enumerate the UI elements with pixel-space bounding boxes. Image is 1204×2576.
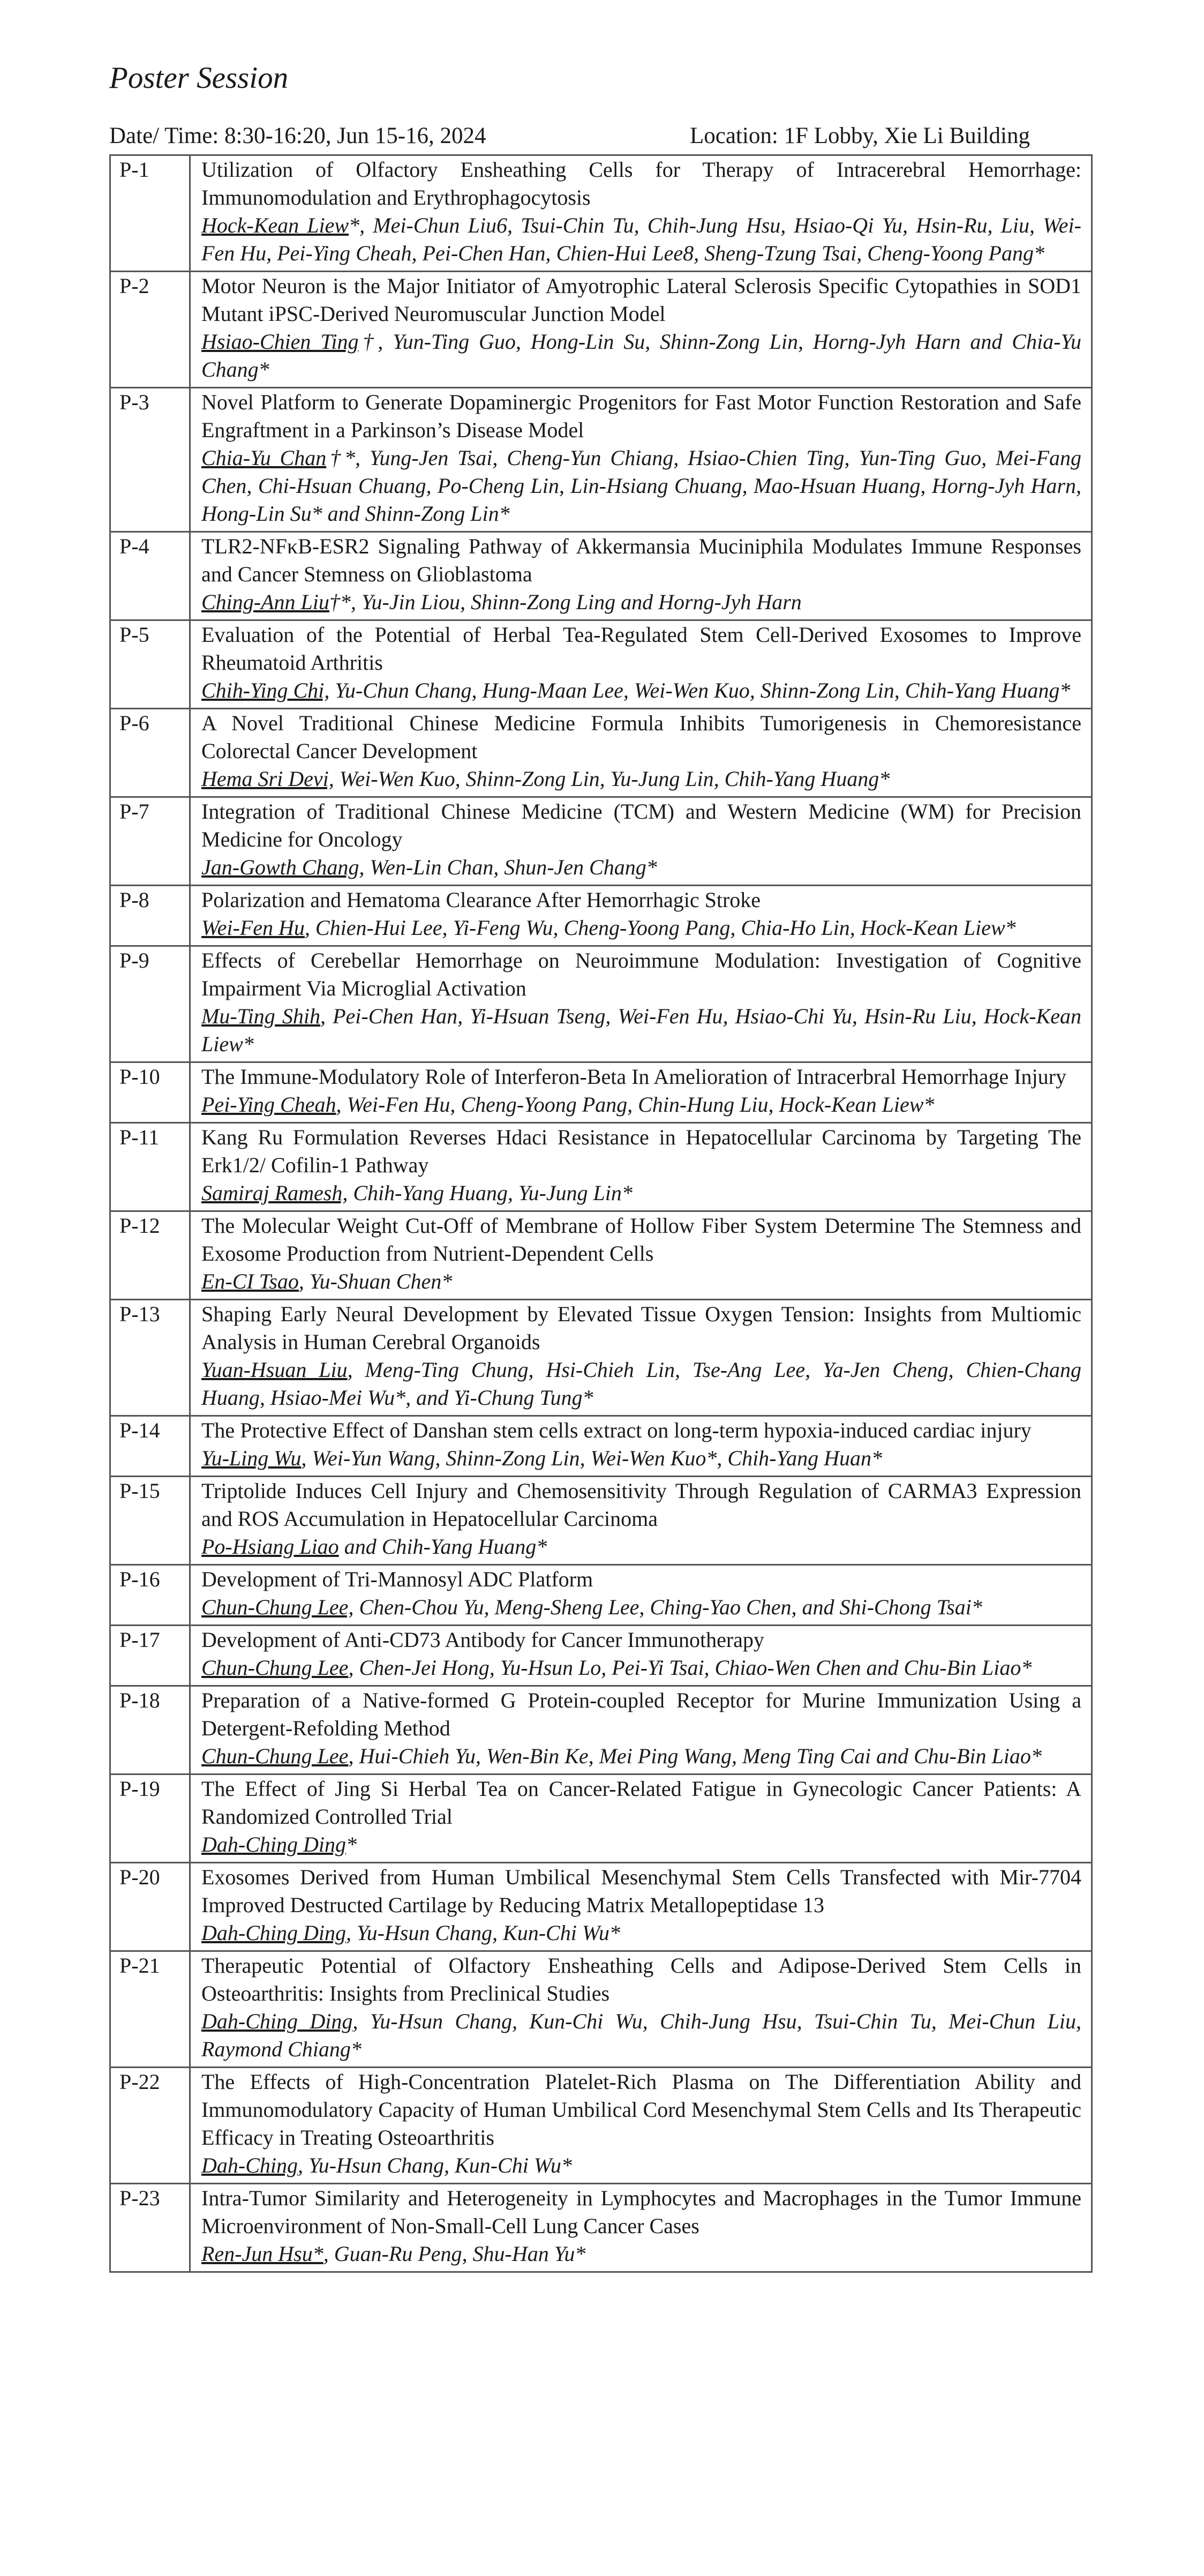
poster-title: Development of Tri-Mannosyl ADC Platform: [201, 1567, 593, 1591]
poster-id: P-12: [110, 1211, 190, 1300]
poster-table-body: [110, 155, 1092, 2272]
poster-content: [190, 1300, 1092, 1416]
poster-presenter: Yu-Ling Wu: [201, 1446, 302, 1470]
poster-content: [190, 272, 1092, 388]
poster-coauthors: , Yu-Shuan Chen*: [298, 1269, 453, 1293]
poster-row: [110, 1565, 1092, 1626]
poster-row: [110, 1686, 1092, 1774]
poster-row: [110, 1626, 1092, 1686]
poster-row: [110, 1477, 1092, 1565]
poster-coauthors: , Meng-Ting Chung, Hsi-Chieh Lin, Tse-Ang Lee, Ya-Jen Cheng, Chien-Chang Huang, Hsiao-Mei Wu*, and Yi-Chung Tung*: [201, 1358, 1081, 1410]
poster-content: [190, 1477, 1092, 1565]
poster-content: [190, 2068, 1092, 2184]
poster-presenter: En-CI Tsao: [201, 1269, 299, 1293]
poster-content: [190, 1626, 1092, 1686]
poster-content: [190, 532, 1092, 620]
poster-id: P-19: [110, 1774, 190, 1863]
poster-id: P-23: [110, 2184, 190, 2272]
poster-title: The Effect of Jing Si Herbal Tea on Cancer-Related Fatigue in Gynecologic Cancer Patients: A Randomized Controlled Trial: [201, 1777, 1081, 1829]
poster-coauthors: , Yu-Hsun Chang, Kun-Chi Wu*: [298, 2153, 572, 2177]
poster-title: Utilization of Olfactory Ensheathing Cells for Therapy of Intracerebral Hemorrhage: Immunomodulation and Erythrophagocytosis: [201, 158, 1081, 209]
poster-table: [109, 154, 1093, 2273]
poster-authors: [201, 1919, 1081, 1947]
poster-authors: [201, 677, 1081, 705]
poster-coauthors: Chen-Chou Yu, Meng-Sheng Lee, Ching-Yao Chen, and Shi-Chong Tsai*: [353, 1595, 982, 1619]
poster-title: The Protective Effect of Danshan stem cells extract on long-term hypoxia-induced cardiac injury: [201, 1418, 1032, 1442]
poster-coauthors: *: [346, 1832, 357, 1856]
poster-presenter: Jan-Gowth Chang,: [201, 855, 365, 879]
poster-row: [110, 1416, 1092, 1477]
poster-authors: [201, 2240, 1081, 2268]
poster-content: [190, 1211, 1092, 1300]
poster-id: P-7: [110, 797, 190, 886]
poster-id: P-18: [110, 1686, 190, 1774]
poster-presenter: Ching-Ann Liu: [201, 590, 329, 614]
poster-id: P-3: [110, 388, 190, 532]
poster-id: P-17: [110, 1626, 190, 1686]
poster-presenter: Hema Sri Devi,: [201, 767, 334, 791]
poster-id: P-5: [110, 620, 190, 709]
poster-id: P-20: [110, 1863, 190, 1951]
poster-title: Triptolide Induces Cell Injury and Chemosensitivity Through Regulation of CARMA3 Expression and ROS Accumulation in Hepatocellular Carcinoma: [201, 1479, 1081, 1531]
poster-presenter: Pei-Ying Cheah: [201, 1092, 336, 1117]
poster-authors: [201, 765, 1081, 793]
poster-coauthors: Wei-Wen Kuo, Shinn-Zong Lin, Yu-Jung Lin, Chih-Yang Huang*: [334, 767, 890, 791]
poster-id: P-15: [110, 1477, 190, 1565]
poster-presenter: Hock-Kean Liew: [201, 213, 349, 237]
poster-coauthors: †, Yun-Ting Guo, Hong-Lin Su, Shinn-Zong Lin, Horng-Jyh Harn and Chia-Yu Chang*: [201, 330, 1081, 381]
poster-row: [110, 1774, 1092, 1863]
poster-row: [110, 620, 1092, 709]
poster-content: [190, 1774, 1092, 1863]
poster-title: Effects of Cerebellar Hemorrhage on Neuroimmune Modulation: Investigation of Cognitive Impairment Via Microglial Activation: [201, 948, 1081, 1000]
poster-presenter: Wei-Fen Hu: [201, 916, 305, 940]
poster-title: Preparation of a Native-formed G Protein-coupled Receptor for Murine Immunization Using a Detergent-Refolding Method: [201, 1688, 1081, 1740]
poster-presenter: Chih-Ying Chi,: [201, 678, 330, 702]
poster-presenter: Dah-Ching Ding: [201, 1921, 346, 1945]
session-title: Poster Session: [109, 61, 289, 95]
poster-title: A Novel Traditional Chinese Medicine Formula Inhibits Tumorigenesis in Chemoresistance Colorectal Cancer Development: [201, 711, 1081, 763]
poster-presenter: Chun-Chung Lee: [201, 1656, 349, 1680]
poster-title: Kang Ru Formulation Reverses Hdaci Resistance in Hepatocellular Carcinoma by Targeting The Erk1/2/ Cofilin-1 Pathway: [201, 1125, 1081, 1177]
poster-authors: [201, 1533, 1081, 1561]
poster-coauthors: , Hui-Chieh Yu, Wen-Bin Ke, Mei Ping Wang, Meng Ting Cai and Chu-Bin Liao*: [348, 1744, 1042, 1768]
poster-id: P-2: [110, 272, 190, 388]
poster-authors: [201, 444, 1081, 528]
poster-id: P-14: [110, 1416, 190, 1477]
poster-content: [190, 1565, 1092, 1626]
poster-authors: [201, 914, 1081, 942]
poster-id: P-4: [110, 532, 190, 620]
poster-id: P-21: [110, 1951, 190, 2068]
poster-coauthors: , Yu-Hsun Chang, Kun-Chi Wu*: [346, 1921, 620, 1945]
poster-row: [110, 886, 1092, 946]
poster-authors: [201, 2152, 1081, 2180]
poster-coauthors: Yu-Chun Chang, Hung-Maan Lee, Wei-Wen Kuo, Shinn-Zong Lin, Chih-Yang Huang*: [329, 678, 1071, 702]
poster-coauthors: , Chien-Hui Lee, Yi-Feng Wu, Cheng-Yoong Pang, Chia-Ho Lin, Hock-Kean Liew*: [304, 916, 1016, 940]
poster-id: P-11: [110, 1123, 190, 1211]
poster-authors: [201, 1593, 1081, 1621]
poster-coauthors: , Wei-Yun Wang, Shinn-Zong Lin, Wei-Wen Kuo*, Chih-Yang Huan*: [301, 1446, 882, 1470]
poster-content: [190, 1416, 1092, 1477]
poster-title: Novel Platform to Generate Dopaminergic Progenitors for Fast Motor Function Restoration and Safe Engraftment in a Parkinson’s Disease Model: [201, 390, 1081, 442]
poster-authors: [201, 1742, 1081, 1770]
poster-authors: [201, 853, 1081, 881]
poster-title: The Effects of High-Concentration Platelet-Rich Plasma on The Differentiation Ability and Immunomodulatory Capacity of Human Umbilical Cord Mesenchymal Stem Cells and Its Therapeutic Efficacy in Treating Osteoarthritis: [201, 2070, 1081, 2150]
session-info: [109, 122, 1052, 150]
poster-title: Intra-Tumor Similarity and Heterogeneity in Lymphocytes and Macrophages in the Tumor Immune Microenvironment of Non-Small-Cell Lung Cancer Cases: [201, 2186, 1081, 2238]
poster-id: P-22: [110, 2068, 190, 2184]
poster-presenter: Mu-Ting Shih: [201, 1004, 320, 1028]
poster-content: [190, 2184, 1092, 2272]
poster-coauthors: *, Mei-Chun Liu6, Tsui-Chin Tu, Chih-Jung Hsu, Hsiao-Qi Yu, Hsin-Ru, Liu, Wei-Fen Hu, Pei-Ying Cheah, Pei-Chen Han, Chien-Hui Lee8, Sheng-Tzung Tsai, Cheng-Yoong Pang*: [201, 213, 1081, 265]
poster-row: [110, 797, 1092, 886]
session-datetime: Date/ Time: 8:30-16:20, Jun 15-16, 2024: [109, 123, 486, 148]
poster-presenter: Chia-Yu Chan: [201, 446, 327, 470]
poster-row: [110, 388, 1092, 532]
poster-presenter: Chun-Chung Lee,: [201, 1595, 354, 1619]
poster-id: P-13: [110, 1300, 190, 1416]
poster-content: [190, 1123, 1092, 1211]
poster-row: [110, 1951, 1092, 2068]
poster-authors: [201, 1179, 1081, 1207]
poster-authors: [201, 328, 1081, 384]
poster-row: [110, 1300, 1092, 1416]
poster-row: [110, 1863, 1092, 1951]
poster-row: [110, 272, 1092, 388]
poster-coauthors: †*, Yung-Jen Tsai, Cheng-Yun Chiang, Hsiao-Chien Ting, Yun-Ting Guo, Mei-Fang Chen, Chi-Hsuan Chuang, Po-Cheng Lin, Lin-Hsiang Chuang, Mao-Hsuan Huang, Horng-Jyh Harn, Hong-Lin Su* and Shinn-Zong Lin*: [201, 446, 1081, 526]
poster-coauthors: , Pei-Chen Han, Yi-Hsuan Tseng, Wei-Fen Hu, Hsiao-Chi Yu, Hsin-Ru Liu, Hock-Kean Liew*: [201, 1004, 1081, 1056]
poster-authors: [201, 1444, 1081, 1472]
poster-content: [190, 1686, 1092, 1774]
poster-coauthors: and Chih-Yang Huang*: [338, 1534, 547, 1559]
poster-id: P-8: [110, 886, 190, 946]
session-location: Location: 1F Lobby, Xie Li Building: [690, 123, 1030, 148]
poster-row: [110, 532, 1092, 620]
poster-content: [190, 709, 1092, 797]
poster-authors: [201, 1654, 1081, 1682]
poster-title: The Immune-Modulatory Role of Interferon-Beta In Amelioration of Intracerbral Hemorrhage Injury: [201, 1065, 1066, 1089]
poster-authors: [201, 2008, 1081, 2063]
poster-content: [190, 1863, 1092, 1951]
poster-title: Evaluation of the Potential of Herbal Tea-Regulated Stem Cell-Derived Exosomes to Improve Rheumatoid Arthritis: [201, 623, 1081, 675]
poster-title: Exosomes Derived from Human Umbilical Mesenchymal Stem Cells Transfected with Mir-7704 Improved Destructed Cartilage by Reducing Matrix Metallopeptidase 13: [201, 1865, 1081, 1917]
poster-presenter: Po-Hsiang Liao: [201, 1534, 339, 1559]
poster-row: [110, 946, 1092, 1062]
poster-coauthors: Wen-Lin Chan, Shun-Jen Chang*: [364, 855, 657, 879]
poster-content: [190, 388, 1092, 532]
poster-coauthors: †*, Yu-Jin Liou, Shinn-Zong Ling and Horng-Jyh Harn: [329, 590, 802, 614]
poster-authors: [201, 212, 1081, 267]
poster-content: [190, 797, 1092, 886]
poster-content: [190, 946, 1092, 1062]
poster-id: P-16: [110, 1565, 190, 1626]
poster-content: [190, 1951, 1092, 2068]
poster-title: The Molecular Weight Cut-Off of Membrane of Hollow Fiber System Determine The Stemness and Exosome Production from Nutrient-Dependent Cells: [201, 1214, 1081, 1265]
poster-coauthors: , Yu-Hsun Chang, Kun-Chi Wu, Chih-Jung Hsu, Tsui-Chin Tu, Mei-Chun Liu, Raymond Chiang*: [201, 2009, 1081, 2061]
poster-title: Therapeutic Potential of Olfactory Ensheathing Cells and Adipose-Derived Stem Cells in Osteoarthritis: Insights from Preclinical Studies: [201, 1953, 1081, 2005]
poster-authors: [201, 1268, 1081, 1296]
poster-row: [110, 2068, 1092, 2184]
poster-presenter: Dah-Ching Ding: [201, 1832, 346, 1856]
poster-presenter: Hsiao-Chien Ting: [201, 330, 359, 354]
poster-title: Development of Anti-CD73 Antibody for Cancer Immunotherapy: [201, 1628, 764, 1652]
poster-content: [190, 1062, 1092, 1123]
poster-coauthors: , Chen-Jei Hong, Yu-Hsun Lo, Pei-Yi Tsai, Chiao-Wen Chen and Chu-Bin Liao*: [348, 1656, 1032, 1680]
poster-presenter: Chun-Chung Lee: [201, 1744, 349, 1768]
poster-content: [190, 620, 1092, 709]
poster-row: [110, 155, 1092, 272]
poster-authors: [201, 1831, 1081, 1859]
poster-row: [110, 1123, 1092, 1211]
poster-authors: [201, 1356, 1081, 1412]
poster-title: Polarization and Hematoma Clearance After Hemorrhagic Stroke: [201, 888, 761, 912]
poster-content: [190, 155, 1092, 272]
poster-content: [190, 886, 1092, 946]
poster-presenter: Yuan-Hsuan Liu: [201, 1358, 348, 1382]
poster-coauthors: , Wei-Fen Hu, Cheng-Yoong Pang, Chin-Hung Liu, Hock-Kean Liew*: [336, 1092, 935, 1117]
poster-id: P-9: [110, 946, 190, 1062]
poster-row: [110, 709, 1092, 797]
poster-authors: [201, 1091, 1081, 1119]
poster-id: P-1: [110, 155, 190, 272]
poster-row: [110, 1211, 1092, 1300]
poster-authors: [201, 588, 1081, 616]
poster-row: [110, 2184, 1092, 2272]
poster-title: Integration of Traditional Chinese Medicine (TCM) and Western Medicine (WM) for Precision Medicine for Oncology: [201, 799, 1081, 851]
poster-coauthors: Chih-Yang Huang, Yu-Jung Lin*: [348, 1181, 633, 1205]
poster-title: TLR2-NFκB-ESR2 Signaling Pathway of Akkermansia Muciniphila Modulates Immune Responses and Cancer Stemness on Glioblastoma: [201, 534, 1081, 586]
poster-coauthors: , Guan-Ru Peng, Shu-Han Yu*: [323, 2242, 586, 2266]
poster-authors: [201, 1002, 1081, 1058]
poster-presenter: Ren-Jun Hsu*: [201, 2242, 323, 2266]
poster-title: Motor Neuron is the Major Initiator of Amyotrophic Lateral Sclerosis Specific Cytopathies in SOD1 Mutant iPSC-Derived Neuromuscular Junction Model: [201, 274, 1081, 326]
poster-presenter: Dah-Ching Ding: [201, 2009, 353, 2033]
poster-presenter: Dah-Ching: [201, 2153, 298, 2177]
poster-title: Shaping Early Neural Development by Elevated Tissue Oxygen Tension: Insights from Multiomic Analysis in Human Cerebral Organoids: [201, 1302, 1081, 1354]
poster-row: [110, 1062, 1092, 1123]
poster-presenter: Samiraj Ramesh,: [201, 1181, 348, 1205]
poster-id: P-10: [110, 1062, 190, 1123]
poster-id: P-6: [110, 709, 190, 797]
